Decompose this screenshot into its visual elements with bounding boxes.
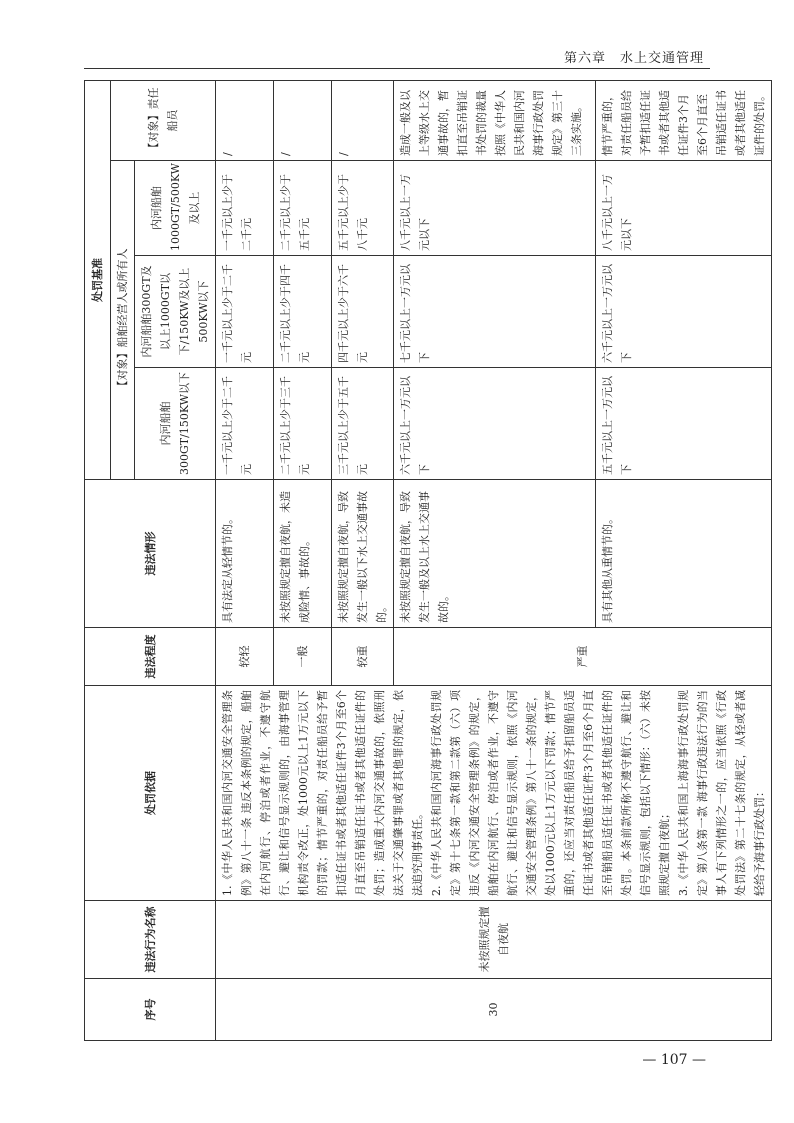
fine-small-cell: 一千元以上少于二千元 (216, 368, 274, 480)
violation-name: 未按照规定擅自夜航 (216, 901, 772, 979)
crew-penalty-cell: 造成一般及以上等级水上交通事故的，暂扣直至吊销证书处罚的裁量按照《中华人民共和国内河海事行政处罚规定》第三十三条实施。 (394, 81, 596, 161)
page-header (0, 0, 794, 80)
header-situation: 违法情形 (85, 480, 216, 628)
header-rule (84, 68, 710, 69)
fine-mid-cell: 四千元以上少于六千元 (332, 256, 394, 368)
crew-penalty-cell: / (274, 81, 332, 161)
chapter-title: 第六章 水上交通管理 (563, 51, 704, 66)
penalty-table (84, 80, 772, 1041)
basis-item: 2.《中华人民共和国内河海事行政处罚规定》第十七条第一款和第二款第（六）项 违反《内河交通安全管理条例》的规定，船舶在内河航行、停泊或者作业，不遵守航行、避让和信号显示规则，依照《内河交通安全管理条例》第八十一条的规定，处以1000元以上1万元以下罚款；情节严重的，还应当对责任船员给予扣留船员适任证书或者其他适任证件3个月至6个月直至吊销船员适任证书或者其他适任证件的处罚。本条前款所称不遵守航行、避让和信号显示规则，包括以下情形：（六）未按照规定擅自夜航； (430, 690, 671, 896)
fine-small-cell: 二千元以上少于三千元 (274, 368, 332, 480)
header-col-small: 内河船舶300GT/150KW以下 (135, 368, 216, 480)
situation-cell: 具有法定从轻情节的。 (216, 480, 274, 628)
degree-cell: 一般 (274, 628, 332, 686)
penalty-basis (216, 686, 772, 901)
header-no: 序号 (85, 979, 216, 1041)
header-basis: 处罚依据 (85, 686, 216, 901)
fine-mid-cell: 七千元以上一万元以下 (394, 256, 596, 368)
degree-cell: 较重 (332, 628, 394, 686)
crew-penalty-cell: / (332, 81, 394, 161)
situation-cell: 未按照规定擅自夜航，未造成险情、事故的。 (274, 480, 332, 628)
header-col-large: 内河船舶1000GT/500KW及以上 (135, 161, 216, 256)
header-object-owner: 【对象】船舶经营人或所有人 (111, 161, 135, 480)
page-number: — 107 — (642, 1052, 706, 1068)
fine-large-cell: 八千元以上一万元以下 (394, 161, 596, 256)
fine-mid-cell: 六千元以上一万元以下 (596, 256, 772, 368)
fine-mid-cell: 一千元以上少于二千元 (216, 256, 274, 368)
header-standard: 处罚基准 (85, 81, 111, 480)
crew-penalty-cell: / (216, 81, 274, 161)
fine-large-cell: 二千元以上少于五千元 (274, 161, 332, 256)
fine-mid-cell: 二千元以上少于四千元 (274, 256, 332, 368)
situation-cell: 未按照规定擅自夜航，导致发生一般及以上水上交通事故的。 (394, 480, 596, 628)
header-col-mid: 内河船舶300GT及以上1000GT以下/150KW及以上500KW以下 (135, 256, 216, 368)
crew-penalty-cell: 情节严重的，对责任船员给予暂扣适任证书或者其他适任证件3个月至6个月直至吊销适任证书或者其他适任证件的处罚。 (596, 81, 772, 161)
basis-item: 3.《中华人民共和国上海海事行政处罚规定》第八条第一款 海事行政违法行为的当事人有下列情形之一的，应当依照《行政处罚法》第二十七条的规定，从轻或者减轻给予海事行政处罚： (677, 690, 766, 896)
fine-large-cell: 八千元以上一万元以下 (596, 161, 772, 256)
degree-cell: 较轻 (216, 628, 274, 686)
penalty-table-rotated (84, 81, 766, 1041)
situation-cell: 未按照规定擅自夜航，导致发生一般以下水上交通事故的。 (332, 480, 394, 628)
fine-small-cell: 五千元以上一万元以下 (596, 368, 772, 480)
header-object-crew: 【对象】责任船员 (111, 81, 216, 161)
header-degree: 违法程度 (85, 628, 216, 686)
fine-small-cell: 六千元以上一万元以下 (394, 368, 596, 480)
row-number: 30 (216, 979, 772, 1041)
basis-item: 1.《中华人民共和国内河交通安全管理条例》第八十一条 违反本条例的规定，船舶在内河航行、停泊或者作业，不遵守航行、避让和信号显示规则的，由海事管理机构责令改正，处1000元以上1万元以下的罚款；情节严重的，对责任船员给予暂扣适任证书或者其他适任证件3个月至6个月直至吊销适任证书或者其他适任证件的处罚；造成重大内河交通事故的，依照刑法关于交通肇事罪或者其他罪的规定，依法追究刑事责任。 (221, 690, 424, 896)
fine-large-cell: 一千元以上少于二千元 (216, 161, 274, 256)
degree-cell: 严重 (394, 628, 772, 686)
fine-small-cell: 三千元以上少于五千元 (332, 368, 394, 480)
header-name: 违法行为名称 (85, 901, 216, 979)
fine-large-cell: 五千元以上少于八千元 (332, 161, 394, 256)
situation-cell: 具有其他从重情节的。 (596, 480, 772, 628)
